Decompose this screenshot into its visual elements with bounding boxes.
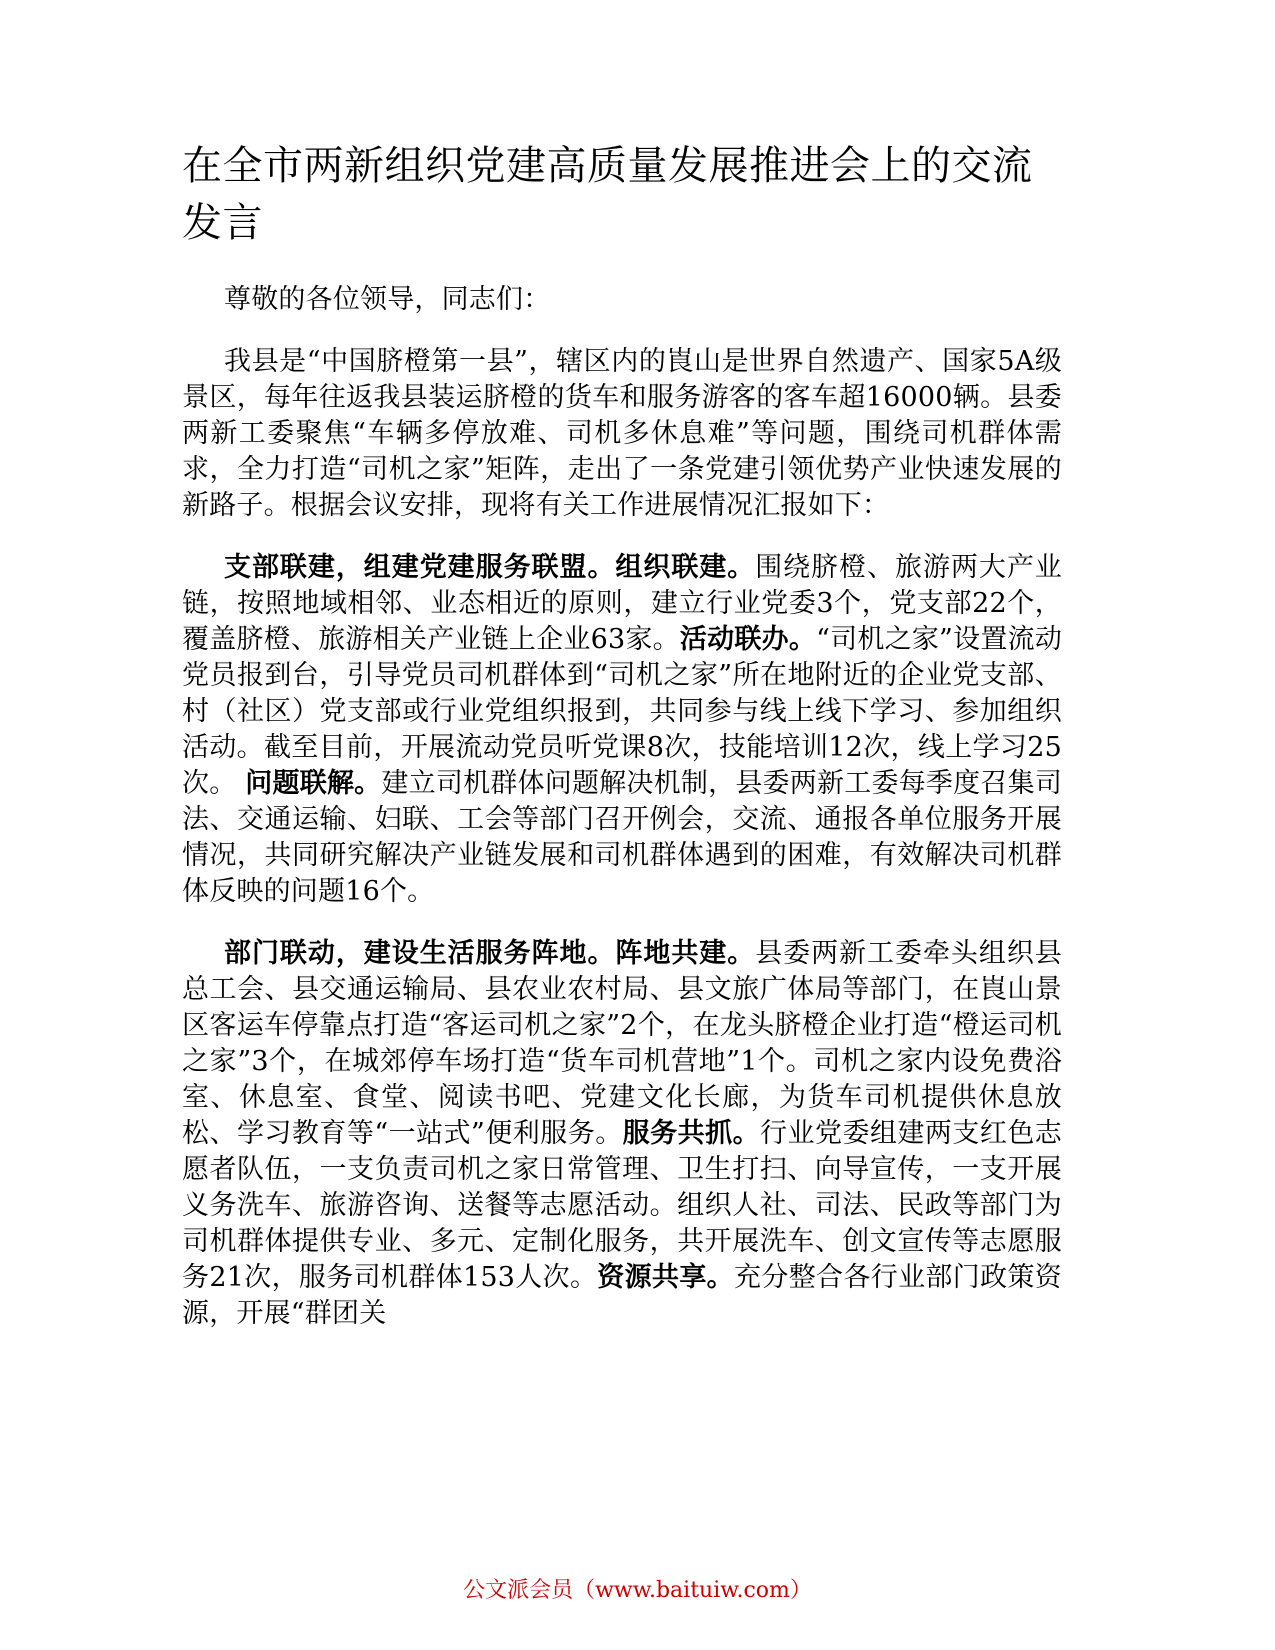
section-1-sub-3-title: 问题联解。 <box>245 768 382 799</box>
greeting-paragraph: 尊敬的各位领导，同志们： <box>224 284 551 315</box>
section-1-sub-2-title: 活动联办。 <box>679 624 817 655</box>
section-2-heading: 部门联动，建设生活服务阵地。 <box>224 938 616 969</box>
section-2-paragraph <box>182 936 1062 1332</box>
document-title: 在全市两新组织党建高质量发展推进会上的交流发言 <box>182 143 1033 246</box>
section-1-paragraph <box>182 550 1062 910</box>
section-2-sub-2-title: 服务共抓。 <box>622 1118 761 1149</box>
section-1-sub-1-title: 组织联建。 <box>615 552 756 583</box>
section-2-sub-1-title: 阵地共建。 <box>615 938 756 969</box>
section-2-sub-1-text: 县委两新工委牵头组织县总工会、县交通运输局、县农业农村局、县文旅广体局等部门，在崀山景区客运车停靠点打造“客运司机之家”2个，在龙头脐橙企业打造“橙运司机之家”3个，在城郊停车场打造“货车司机营地”1个。司机之家内设免费浴室、休息室、食堂、阅读书吧、党建文化长廊，为货车司机提供休息放松、学习教育等“一站式”便利服务。 <box>182 938 1062 1149</box>
section-2-sub-2-text: 行业党委组建两支红色志愿者队伍，一支负责司机之家日常管理、卫生打扫、向导宣传，一支开展义务洗车、旅游咨询、送餐等志愿活动。组织人社、司法、民政等部门为司机群体提供专业、多元、定制化服务，共开展洗车、创文宣传等志愿服务21次，服务司机群体153人次。 <box>182 1118 1062 1293</box>
section-1-sub-1-text: 围绕脐橙、旅游两大产业链，按照地域相邻、业态相近的原则，建立行业党委3个，党支部22个，覆盖脐橙、旅游相关产业链上企业63家。 <box>182 552 1062 655</box>
section-2-sub-3-text: 充分整合各行业部门政策资源，开展“群团关 <box>182 1262 1062 1329</box>
section-2-sub-3-title: 资源共享。 <box>597 1262 735 1293</box>
section-1-heading: 支部联建，组建党建服务联盟。 <box>224 552 616 583</box>
section-1-sub-2-text: “司机之家”设置流动党员报到台，引导党员司机群体到“司机之家”所在地附近的企业党支部、村（社区）党支部或行业党组织报到，共同参与线上线下学习、参加组织活动。截至目前，开展流动党员听党课8次，技能培训12次，线上学习25次。 <box>182 624 1063 799</box>
intro-paragraph: 我县是“中国脐橙第一县”，辖区内的崀山是世界自然遗产、国家5A级景区，每年往返我县装运脐橙的货车和服务游客的客车超16000辆。县委两新工委聚焦“车辆多停放难、司机多休息难”等问题，围绕司机群体需求，全力打造“司机之家”矩阵，走出了一条党建引领优势产业快速发展的新路子。根据会议安排，现将有关工作进展情况汇报如下： <box>182 346 1062 521</box>
footer-watermark: 公文派会员（www.baituiw.com） <box>463 1578 812 1603</box>
section-1-sub-3-text: 建立司机群体问题解决机制，县委两新工委每季度召集司法、交通运输、妇联、工会等部门召开例会，交流、通报各单位服务开展情况，共同研究解决产业链发展和司机群体遇到的困难，有效解决司机群体反映的问题16个。 <box>182 768 1063 907</box>
document-body <box>182 138 1062 1358</box>
